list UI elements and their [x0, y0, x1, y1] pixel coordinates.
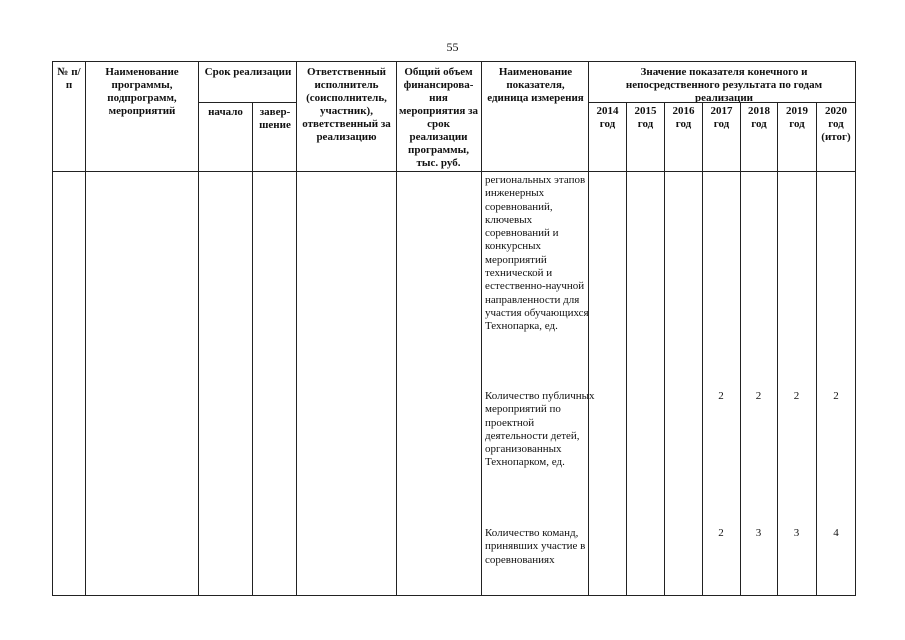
header-year-2015: 2015 год: [634, 105, 657, 130]
header-term-end: завер-шение: [259, 106, 291, 131]
header-funding: Общий объем финансирова-ния мероприятия за срок реализации программы, тыс. руб.: [398, 66, 479, 169]
header-year-2019: 2019 год: [786, 105, 808, 130]
indicator-text: региональных этапов инженерных соревнований, ключевых соревнований и конкурсных мероприятий технической и естественно-научной направленности для участия обучающихся Технопарка, ед.: [485, 174, 589, 333]
header-name: Наименование программы, подпрограмм, мероприятий: [105, 66, 179, 117]
header-year-2018: 2018 год: [748, 105, 770, 130]
header-year-2016: 2016 год: [672, 105, 695, 130]
value-cell: 2: [718, 527, 724, 539]
value-cell: 3: [755, 527, 762, 539]
header-executor: Ответственный исполнитель (соисполнитель, участник), ответственный за реализацию: [302, 66, 391, 143]
header-term: Срок реализации: [204, 66, 292, 78]
value-cell: 2: [718, 390, 724, 402]
header-year-2020: 2020 год (итог): [821, 105, 851, 143]
header-indicator: Наименование показателя, единица измерения: [487, 66, 584, 104]
value-cell: 2: [793, 390, 800, 402]
indicator-text: Количество публичных мероприятий по проектной деятельности детей, организованных Технопарком, ед.: [485, 390, 595, 469]
value-cell: 2: [755, 390, 762, 402]
value-cell: 2: [833, 390, 839, 402]
header-values-group: Значение показателя конечного и непосредственного результата по годам реализации: [625, 66, 823, 102]
value-cell: 3: [793, 527, 800, 539]
indicator-text: Количество команд, принявших участие в соревнованиях: [485, 527, 586, 566]
header-num: № п/п: [57, 66, 81, 91]
page-number: 55: [446, 40, 459, 54]
header-year-2017: 2017 год: [710, 105, 733, 130]
header-year-2014: 2014 год: [596, 105, 619, 130]
value-cell: 4: [833, 527, 839, 539]
header-term-start: начало: [208, 106, 243, 118]
